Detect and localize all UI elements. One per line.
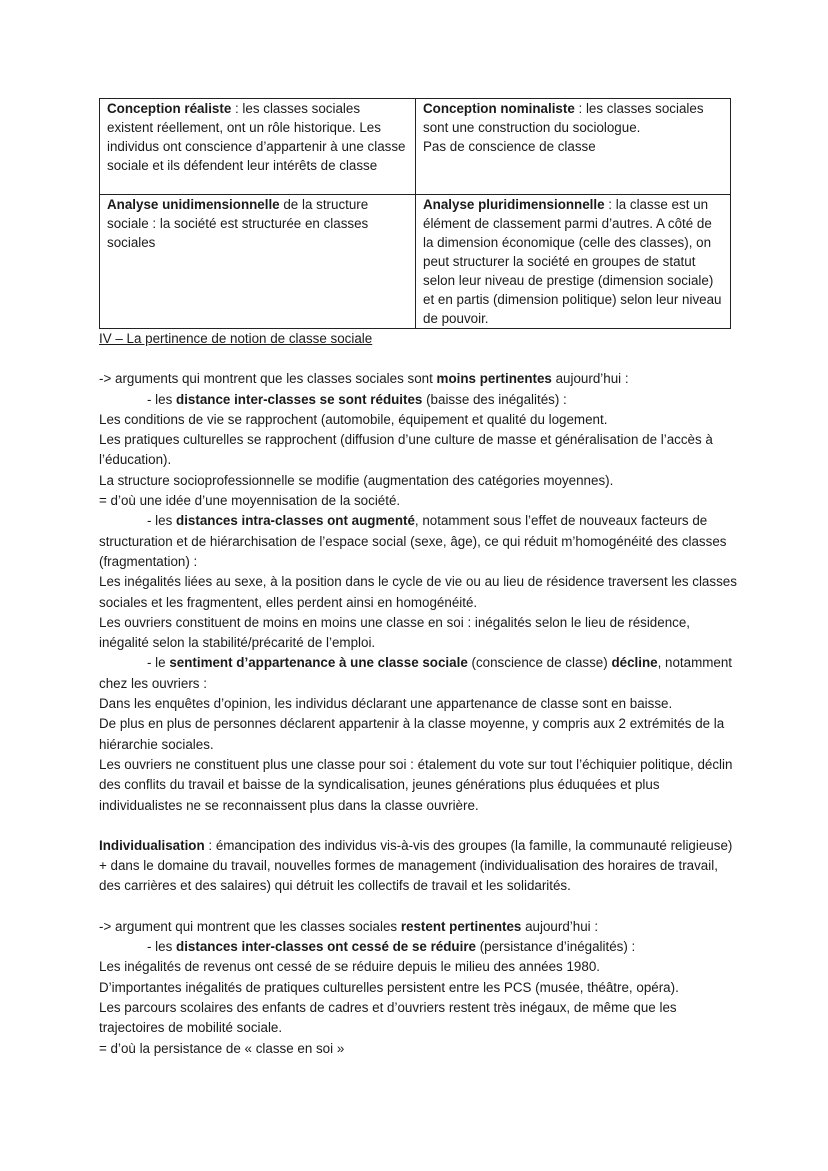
individualisation-paragraph [99,836,739,897]
paragraph: Les parcours scolaires des enfants de cadres et d’ouvriers restent très inégaux, de même que les trajectoires de mobilité sociale. [99,999,677,1036]
paragraph: Les inégalités de revenus ont cessé de se réduire depuis le milieu des années 1980. [99,959,600,975]
text-run: (conscience de classe) [467,655,612,671]
definition-realiste: : les classes sociales existent réellement, ont un rôle historique. Les individus ont conscience d’appartenir à une classe sociale et ils défendent leur intérêts de classe [107,101,406,173]
definition-pluridimensionnelle: : la classe est un élément de classement parmi d’autres. A côté de la dimension économique (celle des classes), on peut structurer la société en groupes de statut selon leur niveau de prestige (dimension sociale) et en partis (dimension politique) selon leur niveau de pouvoir. [423,197,722,326]
paragraph: Les pratiques culturelles se rapprochent (diffusion d’une culture de masse et généralisation de l’accès à l’éducation). [99,432,713,468]
term-realiste: Conception réaliste [107,101,232,116]
text-run: aujourd’hui : [551,371,629,387]
bold-run: restent pertinentes [400,918,522,934]
moins-intro [99,369,739,389]
text-run: (baisse des inégalités) : [422,391,567,407]
table-row [100,99,731,195]
text-run: , notamment chez les ouvriers : [99,655,733,691]
paragraph: Les ouvriers ne constituent plus une classe pour soi : étalement du vote sur tout l’échiquier politique, déclin des conflits du travail et baisse de la syndicalisation, jeunes générations plus éduquées et plus individualistes ne se reconnaissent plus dans la classe ouvrière. [99,756,733,813]
paragraph: D’importantes inégalités de pratiques culturelles persistent entre les PCS (musée, théâtre, opéra). [99,979,679,995]
document-page [99,98,739,1059]
paragraph: Dans les enquêtes d’opinion, les individus déclarant une appartenance de classe sont en baisse. [99,696,673,712]
text-run: - le [147,655,170,671]
comparison-table [99,98,731,329]
paragraph: = d’où la persistance de « classe en soi » [99,1040,345,1056]
bold-run: sentiment d’appartenance à une classe sociale [169,655,468,671]
paragraph: = d’où une idée d’une moyennisation de la société. [99,493,401,509]
text-run: (persistance d’inégalités) : [475,939,636,955]
bold-run: distances inter-classes ont cessé de se réduire [176,939,476,955]
text-run: -> argument qui montrent que les classes sociales [99,918,401,934]
term-unidimensionnelle: Analyse unidimensionnelle [107,197,280,212]
term-pluridimensionnelle: Analyse pluridimensionnelle [423,197,605,212]
text-run: - les [147,939,177,955]
table-row [100,195,731,329]
text-run: : émancipation des individus vis-à-vis des groupes (la famille, la communauté religieuse) + dans le domaine du travail, nouvelles formes de management (individualisation des horaires de travail, des carrières et des salaires) qui détruit les collectifs de travail et les solidarités. [99,837,733,894]
moins-point-2 [99,511,739,572]
text-run: , notamment sous l’effet de nouveaux facteurs de structuration et de hiérarchisation de l’espace social (sexe, âge), ce qui réduit m’homogénéité des classes (fragmentation) : [99,513,727,569]
paragraph: Les inégalités liées au sexe, à la position dans le cycle de vie ou au lieu de résidence traversent les classes sociales et les fragmentent, elles perdent ainsi en homogénéité. [99,574,737,610]
definition-nominaliste-line2: Pas de conscience de classe [423,139,596,154]
paragraph: La structure socioprofessionnelle se modifie (augmentation des catégories moyennes). [99,472,614,488]
table-cell-nominaliste [416,99,731,195]
table-cell-pluridimensionnelle [416,195,731,329]
text-run: -> arguments qui montrent que les classes sociales sont [99,371,437,387]
paragraph: Les ouvriers constituent de moins en moins une classe en soi : inégalités selon le lieu de résidence, inégalité selon la stabilité/précarité de l’emploi. [99,614,691,651]
table-cell-realiste [100,99,416,195]
table-cell-unidimensionnelle [100,195,416,329]
text-run: aujourd’hui : [521,918,599,934]
paragraph: De plus en plus de personnes déclarent appartenir à la classe moyenne, y compris aux 2 extrémités de la hiérarchie sociales. [99,716,725,752]
restent-point-1 [99,937,739,957]
term-nominaliste: Conception nominaliste [423,101,575,116]
bold-run: moins pertinentes [436,371,552,387]
bold-run: distances intra-classes ont augmenté [176,513,415,529]
bold-run: distance inter-classes se sont réduites [176,391,423,407]
paragraph: Les conditions de vie se rapprochent (automobile, équipement et qualité du logement. [99,411,608,427]
section-title: IV – La pertinence de notion de classe sociale [99,331,373,346]
text-run: - les [147,391,177,407]
restent-intro [99,917,739,937]
definition-nominaliste: : les classes sociales sont une construction du sociologue. [423,101,704,135]
bold-run: Individualisation [99,837,205,853]
text-run: - les [147,513,177,529]
moins-point-3 [99,653,739,694]
definition-unidimensionnelle: de la structure sociale : la société est structurée en classes sociales [107,197,369,250]
bold-run: décline [611,655,658,671]
moins-point-1 [99,390,739,410]
